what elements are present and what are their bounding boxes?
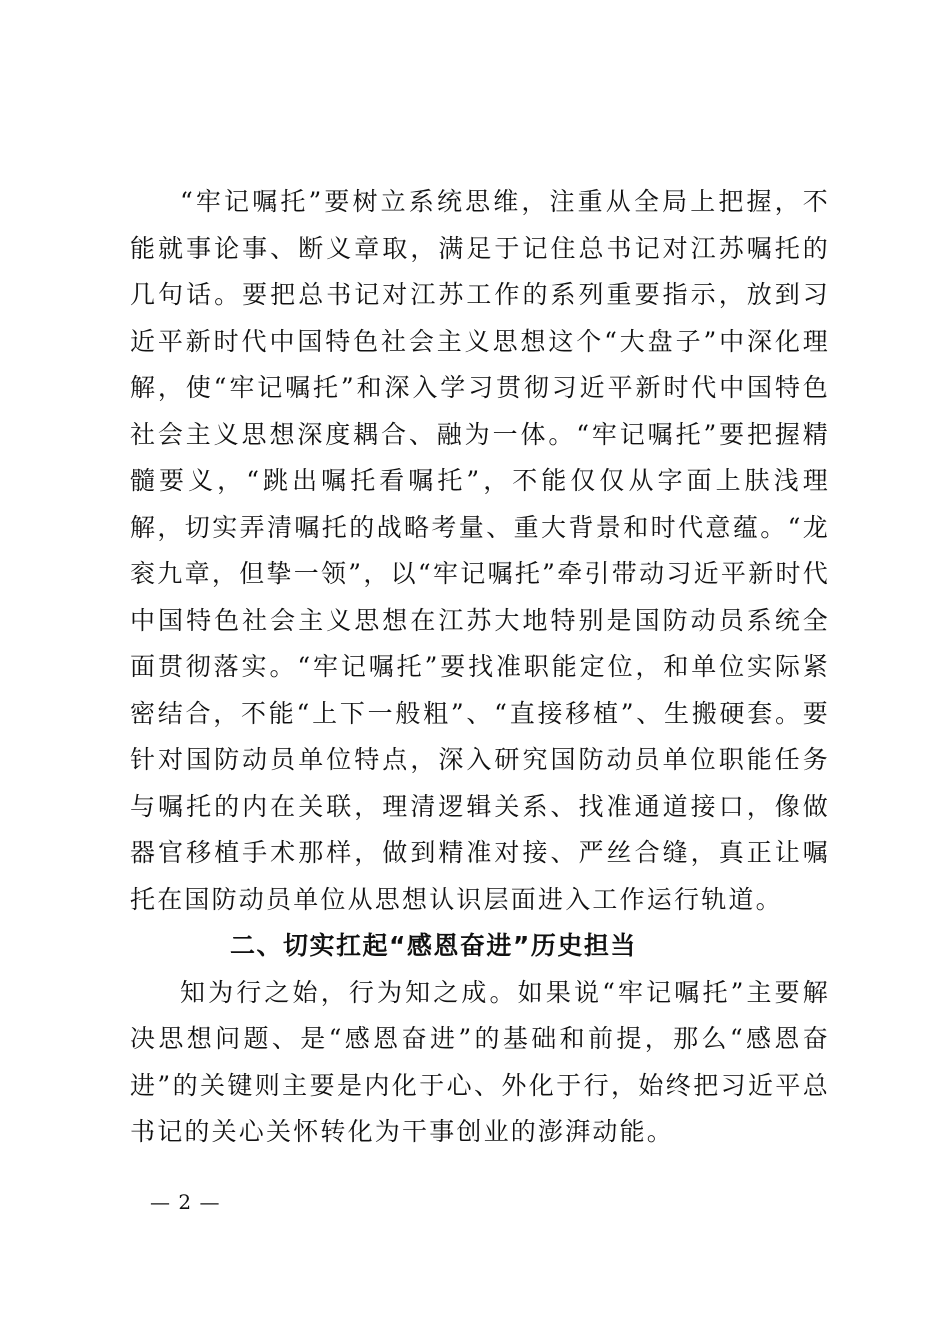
paragraph-remember-instructions: “牢记嘱托”要树立系统思维，注重从全局上把握，不能就事论事、断义章取，满足于记住总书记对江苏嘱托的几句话。要把总书记对江苏工作的系列重要指示，放到习近平新时代中国特色社会主义思想这个“大盘子”中深化理解，使“牢记嘱托”和深入学习贯彻习近平新时代中国特色社会主义思想深度耦合、融为一体。“牢记嘱托”要把握精髓要义，“跳出嘱托看嘱托”，不能仅仅从字面上肤浅理解，切实弄清嘱托的战略考量、重大背景和时代意蕴。“龙衮九章，但挚一领”，以“牢记嘱托”牵引带动习近平新时代中国特色社会主义思想在江苏大地特别是国防动员系统全面贯彻落实。“牢记嘱托”要找准职能定位，和单位实际紧密结合，不能“上下一般粗”、“直接移植”、生搬硬套。要针对国防动员单位特点，深入研究国防动员单位职能任务与嘱托的内在关联，理清逻辑关系、找准通道接口，像做器官移植手术那样，做到精准对接、严丝合缝，真正让嘱托在国防动员单位从思想认识层面进入工作运行轨道。 <box>130 187 830 914</box>
paragraph-gratitude: 知为行之始，行为知之成。如果说“牢记嘱托”主要解决思想问题、是“感恩奋进”的基础和前提，那么“感恩奋进”的关键则主要是内化于心、外化于行，始终把习近平总书记的关心关怀转化为干事创业的澎湃动能。 <box>130 977 830 1146</box>
section-heading: 二、切实扛起“感恩奋进”历史担当 <box>230 931 637 960</box>
document-body <box>130 179 830 1156</box>
page-number: — 2 — <box>150 1190 221 1214</box>
